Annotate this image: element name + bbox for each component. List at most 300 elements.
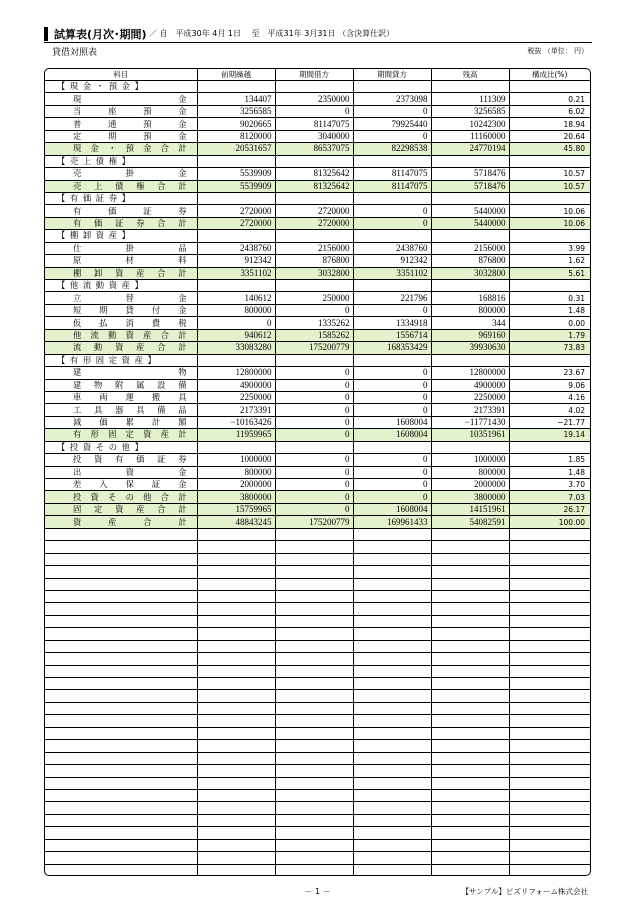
title-bar [44,26,592,43]
empty-cell [45,777,197,789]
closing-balance: 11160000 [431,130,509,142]
period-credit: 2438760 [353,242,431,254]
empty-cell [197,864,275,876]
period-debit: 175200779 [275,516,353,528]
composition-ratio: 20.64 [509,130,590,142]
empty-cell [509,541,590,553]
empty-cell [431,814,509,826]
empty-cell [197,566,275,578]
opening-balance: 3800000 [197,491,275,503]
empty-cell [275,541,353,553]
empty-cell [353,789,431,801]
section-label: 【 有 形 固 定 資 産 】 [45,354,197,366]
empty-cell [275,653,353,665]
empty-cell [275,665,353,677]
period-credit: 0 [353,367,431,379]
subtotal-row [45,503,590,515]
empty-cell [431,789,509,801]
empty-cell [45,566,197,578]
subtotal-row [45,342,590,354]
empty-cell [509,715,590,727]
period-credit: 1608004 [353,416,431,428]
empty-cell [197,740,275,752]
empty-cell [431,603,509,615]
empty-cell [275,603,353,615]
empty-cell [431,839,509,851]
empty-row [45,541,590,553]
empty-cell [353,578,431,590]
composition-ratio: 4.16 [509,391,590,403]
period-credit: 0 [353,391,431,403]
empty-cell [197,852,275,864]
opening-balance: 3256585 [197,105,275,117]
account-name: 投資その他合計 [45,491,197,503]
composition-ratio: 10.06 [509,205,590,217]
empty-row [45,715,590,727]
account-name: 短期貸付金 [45,304,197,316]
empty-cell [197,578,275,590]
empty-cell [275,528,353,540]
empty-cell [197,553,275,565]
empty-cell [197,802,275,814]
account-name: 普通預金 [45,118,197,130]
closing-balance: 12800000 [431,367,509,379]
table-row [45,255,590,267]
composition-ratio: 1.62 [509,255,590,267]
empty-cell [197,528,275,540]
account-name: 当座預金 [45,105,197,117]
period-debit [275,81,353,93]
empty-row [45,553,590,565]
report-title: 試算表(月次･期間) [54,28,147,41]
empty-cell [509,814,590,826]
table-row [45,168,590,180]
table-row [45,367,590,379]
empty-cell [197,839,275,851]
period-debit: 3040000 [275,130,353,142]
empty-cell [45,864,197,876]
empty-cell [197,814,275,826]
empty-cell [275,590,353,602]
section-header-row [45,230,590,242]
empty-row [45,566,590,578]
period-debit: 3032800 [275,267,353,279]
empty-row [45,727,590,739]
composition-ratio: 73.83 [509,342,590,354]
opening-balance: 2250000 [197,391,275,403]
account-name: 建物附属設備 [45,379,197,391]
empty-cell [275,839,353,851]
period-debit: 0 [275,491,353,503]
account-name: 他流動資産合計 [45,329,197,341]
opening-balance: 5539909 [197,180,275,192]
composition-ratio: 1.48 [509,304,590,316]
account-name: 仮払消費税 [45,317,197,329]
composition-ratio: 3.99 [509,242,590,254]
composition-ratio: 7.03 [509,491,590,503]
empty-cell [275,715,353,727]
opening-balance: 8120000 [197,130,275,142]
closing-balance: 54082591 [431,516,509,528]
composition-ratio [509,155,590,167]
opening-balance [197,81,275,93]
empty-cell [353,702,431,714]
empty-cell [431,752,509,764]
empty-cell [431,690,509,702]
empty-cell [197,715,275,727]
empty-cell [509,765,590,777]
closing-balance: 3800000 [431,491,509,503]
section-label: 【 棚 卸 資 産 】 [45,230,197,242]
closing-balance [431,81,509,93]
opening-balance: 4900000 [197,379,275,391]
empty-cell [431,590,509,602]
period-debit: 1335262 [275,317,353,329]
empty-cell [431,653,509,665]
empty-cell [45,752,197,764]
composition-ratio: −21.77 [509,416,590,428]
empty-row [45,702,590,714]
empty-cell [353,864,431,876]
opening-balance: 2438760 [197,242,275,254]
empty-row [45,752,590,764]
table-row [45,466,590,478]
period-debit: 2350000 [275,93,353,105]
closing-balance: 2250000 [431,391,509,403]
opening-balance: 800000 [197,304,275,316]
period-debit: 0 [275,379,353,391]
opening-balance: 2173391 [197,404,275,416]
empty-cell [197,765,275,777]
empty-cell [45,827,197,839]
empty-cell [275,553,353,565]
period-credit: 81147075 [353,180,431,192]
closing-balance: 168816 [431,292,509,304]
empty-cell [197,640,275,652]
empty-row [45,777,590,789]
closing-balance [431,280,509,292]
period-debit: 0 [275,503,353,515]
composition-ratio [509,354,590,366]
empty-cell [197,827,275,839]
empty-cell [275,802,353,814]
empty-row [45,814,590,826]
period-debit [275,230,353,242]
period-debit: 0 [275,416,353,428]
period-credit: 79925440 [353,118,431,130]
empty-cell [431,864,509,876]
empty-cell [431,665,509,677]
closing-balance [431,230,509,242]
period-credit [353,81,431,93]
period-debit: 2720000 [275,217,353,229]
empty-cell [197,727,275,739]
table-body [45,81,590,877]
empty-cell [353,715,431,727]
empty-row [45,678,590,690]
empty-cell [45,553,197,565]
composition-ratio [509,280,590,292]
table-row [45,379,590,391]
empty-row [45,690,590,702]
opening-balance: 800000 [197,466,275,478]
composition-ratio: 5.61 [509,267,590,279]
period-debit [275,192,353,204]
composition-ratio: 1.48 [509,466,590,478]
account-name: 有価証券 [45,205,197,217]
opening-balance: −10163426 [197,416,275,428]
empty-cell [275,864,353,876]
empty-cell [45,802,197,814]
table-row [45,118,590,130]
closing-balance: 5440000 [431,205,509,217]
empty-cell [45,640,197,652]
period-credit: 1334918 [353,317,431,329]
closing-balance: 3256585 [431,105,509,117]
period-credit: 0 [353,205,431,217]
section-header-row [45,192,590,204]
opening-balance [197,192,275,204]
empty-cell [353,541,431,553]
composition-ratio: 26.17 [509,503,590,515]
empty-cell [197,690,275,702]
account-name: 減価累計額 [45,416,197,428]
composition-ratio: 3.70 [509,479,590,491]
column-header: 前期繰越 [197,69,275,81]
empty-cell [45,603,197,615]
opening-balance: 912342 [197,255,275,267]
opening-balance: 48843245 [197,516,275,528]
composition-ratio: 9.06 [509,379,590,391]
empty-cell [275,777,353,789]
period-debit [275,280,353,292]
empty-row [45,864,590,876]
opening-balance: 940612 [197,329,275,341]
section-label: 【 現 金 ・ 預 金 】 [45,81,197,93]
closing-balance: 10351961 [431,429,509,441]
empty-cell [353,852,431,864]
empty-cell [45,715,197,727]
empty-cell [353,839,431,851]
empty-cell [509,615,590,627]
empty-cell [45,528,197,540]
closing-balance: 111309 [431,93,509,105]
closing-balance: 14151961 [431,503,509,515]
table-row [45,391,590,403]
empty-cell [431,615,509,627]
closing-balance [431,192,509,204]
empty-cell [45,541,197,553]
empty-cell [509,528,590,540]
empty-cell [45,690,197,702]
empty-cell [45,653,197,665]
section-label: 【 他 流 動 資 産 】 [45,280,197,292]
closing-balance: 800000 [431,466,509,478]
composition-ratio: 4.02 [509,404,590,416]
composition-ratio [509,192,590,204]
composition-ratio [509,441,590,453]
empty-cell [45,814,197,826]
opening-balance [197,155,275,167]
period-debit: 1585262 [275,329,353,341]
subtotal-row [45,516,590,528]
closing-balance: 2000000 [431,479,509,491]
empty-cell [353,814,431,826]
empty-cell [275,690,353,702]
empty-cell [509,590,590,602]
empty-row [45,765,590,777]
composition-ratio: 10.57 [509,168,590,180]
empty-cell [45,839,197,851]
closing-balance: 24770194 [431,143,509,155]
opening-balance: 2720000 [197,217,275,229]
empty-cell [509,690,590,702]
empty-cell [45,727,197,739]
empty-cell [197,603,275,615]
composition-ratio: 10.57 [509,180,590,192]
opening-balance [197,280,275,292]
empty-cell [197,665,275,677]
empty-row [45,852,590,864]
account-name: 流動資産合計 [45,342,197,354]
period-debit: 86537075 [275,143,353,155]
composition-ratio [509,81,590,93]
closing-balance: 39930630 [431,342,509,354]
composition-ratio: 10.06 [509,217,590,229]
opening-balance [197,354,275,366]
empty-cell [353,553,431,565]
period-credit: 2373098 [353,93,431,105]
period-debit: 0 [275,479,353,491]
empty-cell [275,702,353,714]
column-header: 構成比(%) [509,69,590,81]
subtotal-row [45,491,590,503]
period-credit: 169961433 [353,516,431,528]
period-debit: 0 [275,429,353,441]
empty-cell [353,665,431,677]
closing-balance: −11771430 [431,416,509,428]
table-row [45,292,590,304]
empty-cell [275,640,353,652]
table-row [45,304,590,316]
empty-row [45,665,590,677]
empty-cell [431,765,509,777]
title-marker [44,27,48,41]
composition-ratio: 1.85 [509,454,590,466]
period-debit: 2156000 [275,242,353,254]
account-name: 投資有価証券 [45,454,197,466]
empty-cell [509,678,590,690]
opening-balance [197,230,275,242]
empty-cell [431,827,509,839]
empty-cell [353,603,431,615]
column-header: 残高 [431,69,509,81]
empty-cell [431,702,509,714]
empty-cell [45,678,197,690]
account-name: 定期預金 [45,130,197,142]
empty-cell [197,653,275,665]
period-credit: 0 [353,105,431,117]
table-row [45,416,590,428]
opening-balance: 1000000 [197,454,275,466]
opening-balance: 9020665 [197,118,275,130]
empty-cell [431,541,509,553]
composition-ratio: 23.67 [509,367,590,379]
column-header: 期間貸方 [353,69,431,81]
empty-cell [509,578,590,590]
empty-cell [353,765,431,777]
empty-cell [509,852,590,864]
period-debit [275,155,353,167]
period-debit [275,441,353,453]
composition-ratio: 0.21 [509,93,590,105]
composition-ratio: 100.00 [509,516,590,528]
account-name: 工具器具備品 [45,404,197,416]
report-subtitle: 貸借対照表 [52,48,98,58]
subtotal-row [45,429,590,441]
composition-ratio: 18.94 [509,118,590,130]
company-name: 【サンプル】ビズリフォーム株式会社 [461,887,588,896]
empty-cell [509,628,590,640]
account-name: 仕掛品 [45,242,197,254]
table-row [45,454,590,466]
period-debit: 0 [275,367,353,379]
opening-balance [197,441,275,453]
table-row [45,130,590,142]
empty-cell [197,752,275,764]
period-credit: 0 [353,304,431,316]
empty-cell [509,653,590,665]
period-credit: 0 [353,466,431,478]
empty-cell [197,777,275,789]
period-credit: 81147075 [353,168,431,180]
opening-balance: 0 [197,317,275,329]
closing-balance [431,155,509,167]
period-credit [353,192,431,204]
period-credit: 82298538 [353,143,431,155]
empty-cell [275,566,353,578]
empty-cell [275,852,353,864]
empty-cell [275,615,353,627]
empty-cell [431,802,509,814]
empty-cell [45,665,197,677]
empty-cell [431,727,509,739]
empty-cell [431,578,509,590]
empty-cell [353,690,431,702]
account-name: 建物 [45,367,197,379]
section-header-row [45,155,590,167]
section-header-row [45,81,590,93]
closing-balance: 5718476 [431,168,509,180]
empty-cell [275,727,353,739]
period-debit: 0 [275,391,353,403]
empty-cell [353,802,431,814]
empty-cell [45,590,197,602]
empty-cell [45,789,197,801]
empty-cell [197,590,275,602]
closing-balance: 2173391 [431,404,509,416]
account-name: 原材料 [45,255,197,267]
composition-ratio: 0.00 [509,317,590,329]
empty-cell [197,702,275,714]
period-credit: 1608004 [353,429,431,441]
empty-cell [353,777,431,789]
empty-row [45,603,590,615]
closing-balance: 876800 [431,255,509,267]
empty-row [45,827,590,839]
subtotal-row [45,143,590,155]
period-credit: 0 [353,491,431,503]
